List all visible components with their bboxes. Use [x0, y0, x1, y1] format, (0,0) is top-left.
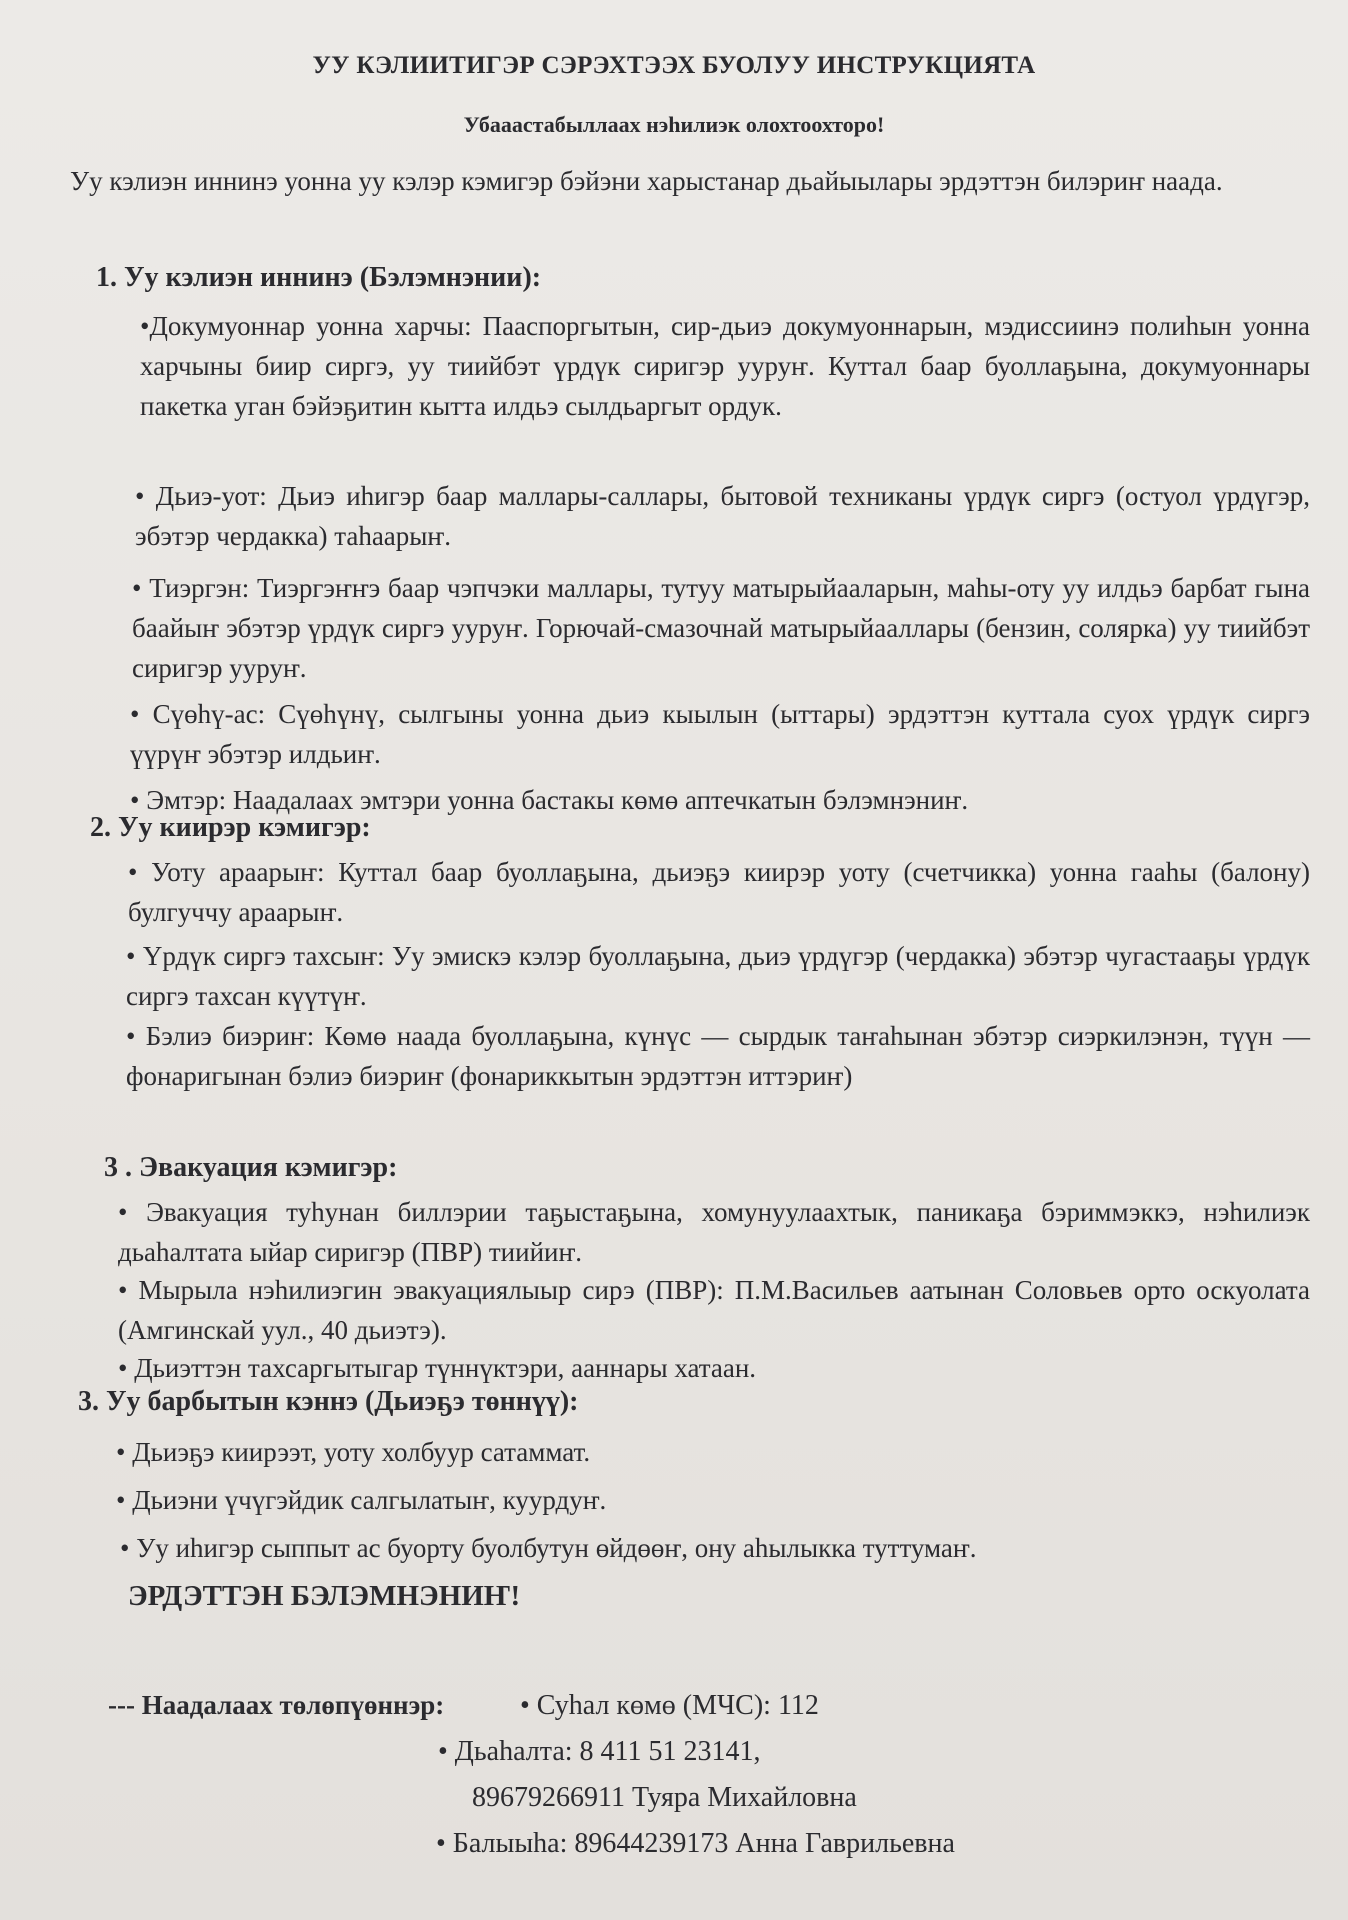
section-number: 3.	[78, 1386, 99, 1417]
list-item: • Сүөһү-ас: Сүөһүнү, сылгыны уонна дьиэ кыылын (ыттары) эрдэттэн куттала суох үрдүк сиргэ үүрүҥ эбэтэр илдьиҥ.	[130, 699, 1310, 769]
section-4-heading	[78, 1386, 579, 1418]
list-item: • Бэлиэ биэриҥ: Көмө наада буоллаҕына, күнүс — сырдык таҥаһынан эбэтэр сиэркилэнэн, түүн — фонаригынан бэлиэ биэриҥ (фонариккытын эрдэттэн иттэриҥ)	[126, 1021, 1310, 1091]
section-title: Уу барбытын кэннэ (Дьиэҕэ төннүү):	[106, 1386, 579, 1417]
contact-line: • Балыыһа: 89644239173 Анна Гаврильевна	[436, 1828, 955, 1859]
section-number: 2.	[90, 812, 111, 843]
page-title: УУ КЭЛИИТИГЭР СЭРЭХТЭЭХ БУОЛУУ ИНСТРУКЦИЯТА	[312, 52, 1036, 79]
list-item: • Тиэргэн: Тиэргэҥҥэ баар чэпчэки маллары, тутуу матырыйааларын, маһы-оту уу илдьэ барбат гына баайыҥ эбэтэр үрдүк сиргэ ууруҥ. Горючай-смазочнай матырыйааллары (бензин, солярка) уу тиийбэт сиригэр ууруҥ.	[132, 573, 1310, 683]
section-title: Эвакуация кэмигэр:	[139, 1152, 398, 1183]
section-title: Уу киирэр кэмигэр:	[118, 812, 371, 843]
intro-paragraph: Уу кэлиэн иннинэ уонна уу кэлэр кэмигэр бэйэни харыстанар дьайыылары эрдэттэн билэриҥ наада.	[70, 166, 1223, 196]
page-subtitle: Убааастабыллаах нэһилиэк олохтоохторо!	[463, 112, 885, 137]
section-title: Уу кэлиэн иннинэ (Бэлэмнэнии):	[124, 262, 542, 293]
list-item: • Мырыла нэһилиэгин эвакуациялыыр сирэ (ПВР): П.М.Васильев аатынан Соловьев орто оскуолата (Амгинскай уул., 40 дьиэтэ).	[118, 1275, 1310, 1345]
section-number: 3 .	[104, 1152, 132, 1183]
contact-line: • Дьаһалта: 8 411 51 23141,	[438, 1736, 761, 1767]
section-3-heading	[104, 1152, 397, 1184]
list-item: • Дьиэттэн тахсаргытыгар түннүктэри, ааннары хатаан.	[118, 1353, 757, 1383]
contacts-label: --- Наадалаах төлөпүөннэр:	[108, 1690, 445, 1720]
list-item: • Эмтэр: Наадалаах эмтэри уонна бастакы көмө аптечкатын бэлэмнэниҥ.	[130, 785, 969, 815]
contact-line: • Суһал көмө (МЧС): 112	[520, 1690, 819, 1721]
list-item: • Дьиэҕэ киирээт, уоту холбуур сатаммат.	[116, 1437, 591, 1467]
list-item: • Уоту араарыҥ: Куттал баар буоллаҕына, дьиэҕэ киирэр уоту (счетчикка) уонна гааһы (балону) булгуччу араарыҥ.	[128, 857, 1310, 927]
section-number: 1.	[96, 262, 117, 293]
list-item: • Дьиэ-уот: Дьиэ иһигэр баар маллары-саллары, бытовой техниканы үрдүк сиргэ (остуол үрдүгэр, эбэтэр чердакка) таһаарыҥ.	[135, 481, 1310, 551]
section-1-heading	[96, 262, 541, 294]
contact-line: 89679266911 Туяра Михайловна	[472, 1782, 857, 1813]
list-item: •Докумуоннар уонна харчы: Пааспоргытын, сир-дьиэ докумуоннарын, мэдиссиинэ полиһын уонна харчыны биир сиргэ, уу тиийбэт үрдүк сиригэр ууруҥ. Куттал баар буоллаҕына, докумуоннары пакетка уган бэйэҕитин кытта илдьэ сылдьаргыт ордук.	[140, 311, 1310, 421]
closing-slogan: ЭРДЭТТЭН БЭЛЭМНЭНИҤ!	[128, 1580, 521, 1612]
list-item: • Дьиэни үчүгэйдик салгылатыҥ, куурдуҥ.	[116, 1485, 607, 1515]
list-item: • Үрдүк сиргэ тахсыҥ: Уу эмискэ кэлэр буоллаҕына, дьиэ үрдүгэр (чердакка) эбэтэр чугастааҕы үрдүк сиргэ тахсан күүтүҥ.	[126, 941, 1310, 1011]
section-2-heading	[90, 812, 371, 844]
list-item: • Эвакуация туһунан биллэрии таҕыстаҕына, хомунуулаахтык, паникаҕа бэриммэккэ, нэһилиэк дьаһалтата ыйар сиригэр (ПВР) тиийиҥ.	[118, 1197, 1310, 1267]
list-item: • Уу иһигэр сыппыт ас буорту буолбутун өйдөөҥ, ону аһылыкка туттумаҥ.	[120, 1533, 977, 1563]
